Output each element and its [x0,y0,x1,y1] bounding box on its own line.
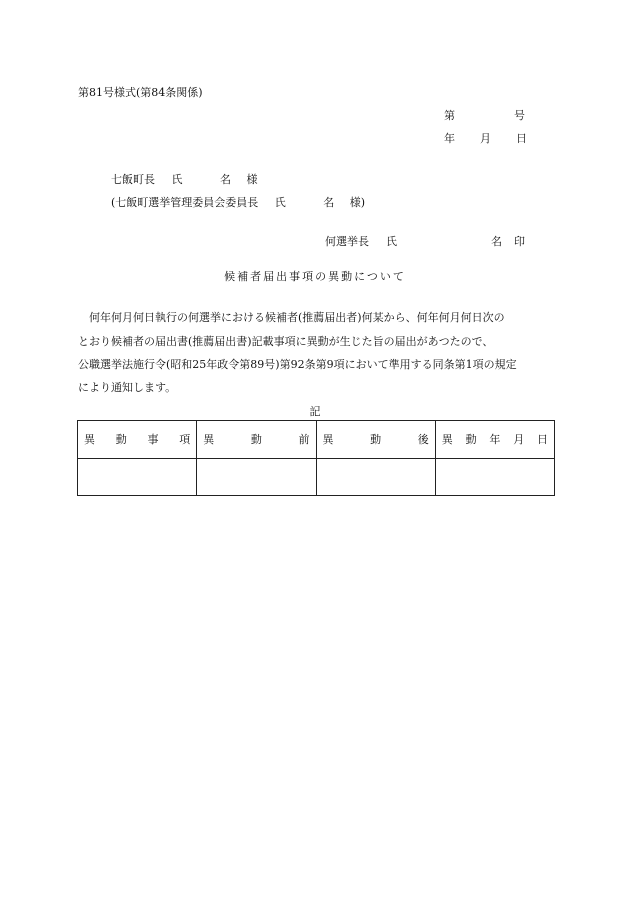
body-line-4: により通知します。 [78,381,177,394]
addressee-line-2: (七飯町選挙管理委員会委員長 氏 名 様) [111,196,366,209]
cell-before-change[interactable] [197,459,316,496]
header-change-item: 異 動 事 項 [78,421,197,459]
cell-change-item[interactable] [78,459,197,496]
addressee-line-1: 七飯町長 氏 名 様 [111,173,258,186]
ki-label: 記 [309,405,321,418]
date-day: 日 [516,132,527,145]
number-go: 号 [514,109,525,122]
header-change-date: 異 動 年 月 日 [435,421,554,459]
sender-title: 何選挙長 [325,235,369,248]
table-row [78,459,555,496]
date-year: 年 [444,132,455,145]
cell-after-change[interactable] [316,459,435,496]
table-header-row [78,421,555,459]
form-number: 第81号様式(第84条関係) [78,86,203,99]
date-month: 月 [480,132,491,145]
header-before-change: 異 動 前 [197,421,316,459]
sender-seal: 印 [514,235,525,248]
header-after-change: 異 動 後 [316,421,435,459]
sender-mei: 名 [491,235,502,248]
sender-shi: 氏 [386,235,397,248]
body-line-2: とおり候補者の届出書(推薦届出書)記載事項に異動が生じた旨の届出があつたので、 [78,335,494,348]
body-line-1: 何年何月何日執行の何選挙における候補者(推薦届出者)何某から、何年何月何日次の [78,311,505,324]
change-table [77,420,555,496]
cell-change-date[interactable] [435,459,554,496]
notice-title: 候補者届出事項の異動について [224,270,406,283]
body-line-3: 公職選挙法施行令(昭和25年政令第89号)第92条第9項において準用する同条第1項の規定 [78,358,517,371]
number-dai: 第 [444,109,455,122]
